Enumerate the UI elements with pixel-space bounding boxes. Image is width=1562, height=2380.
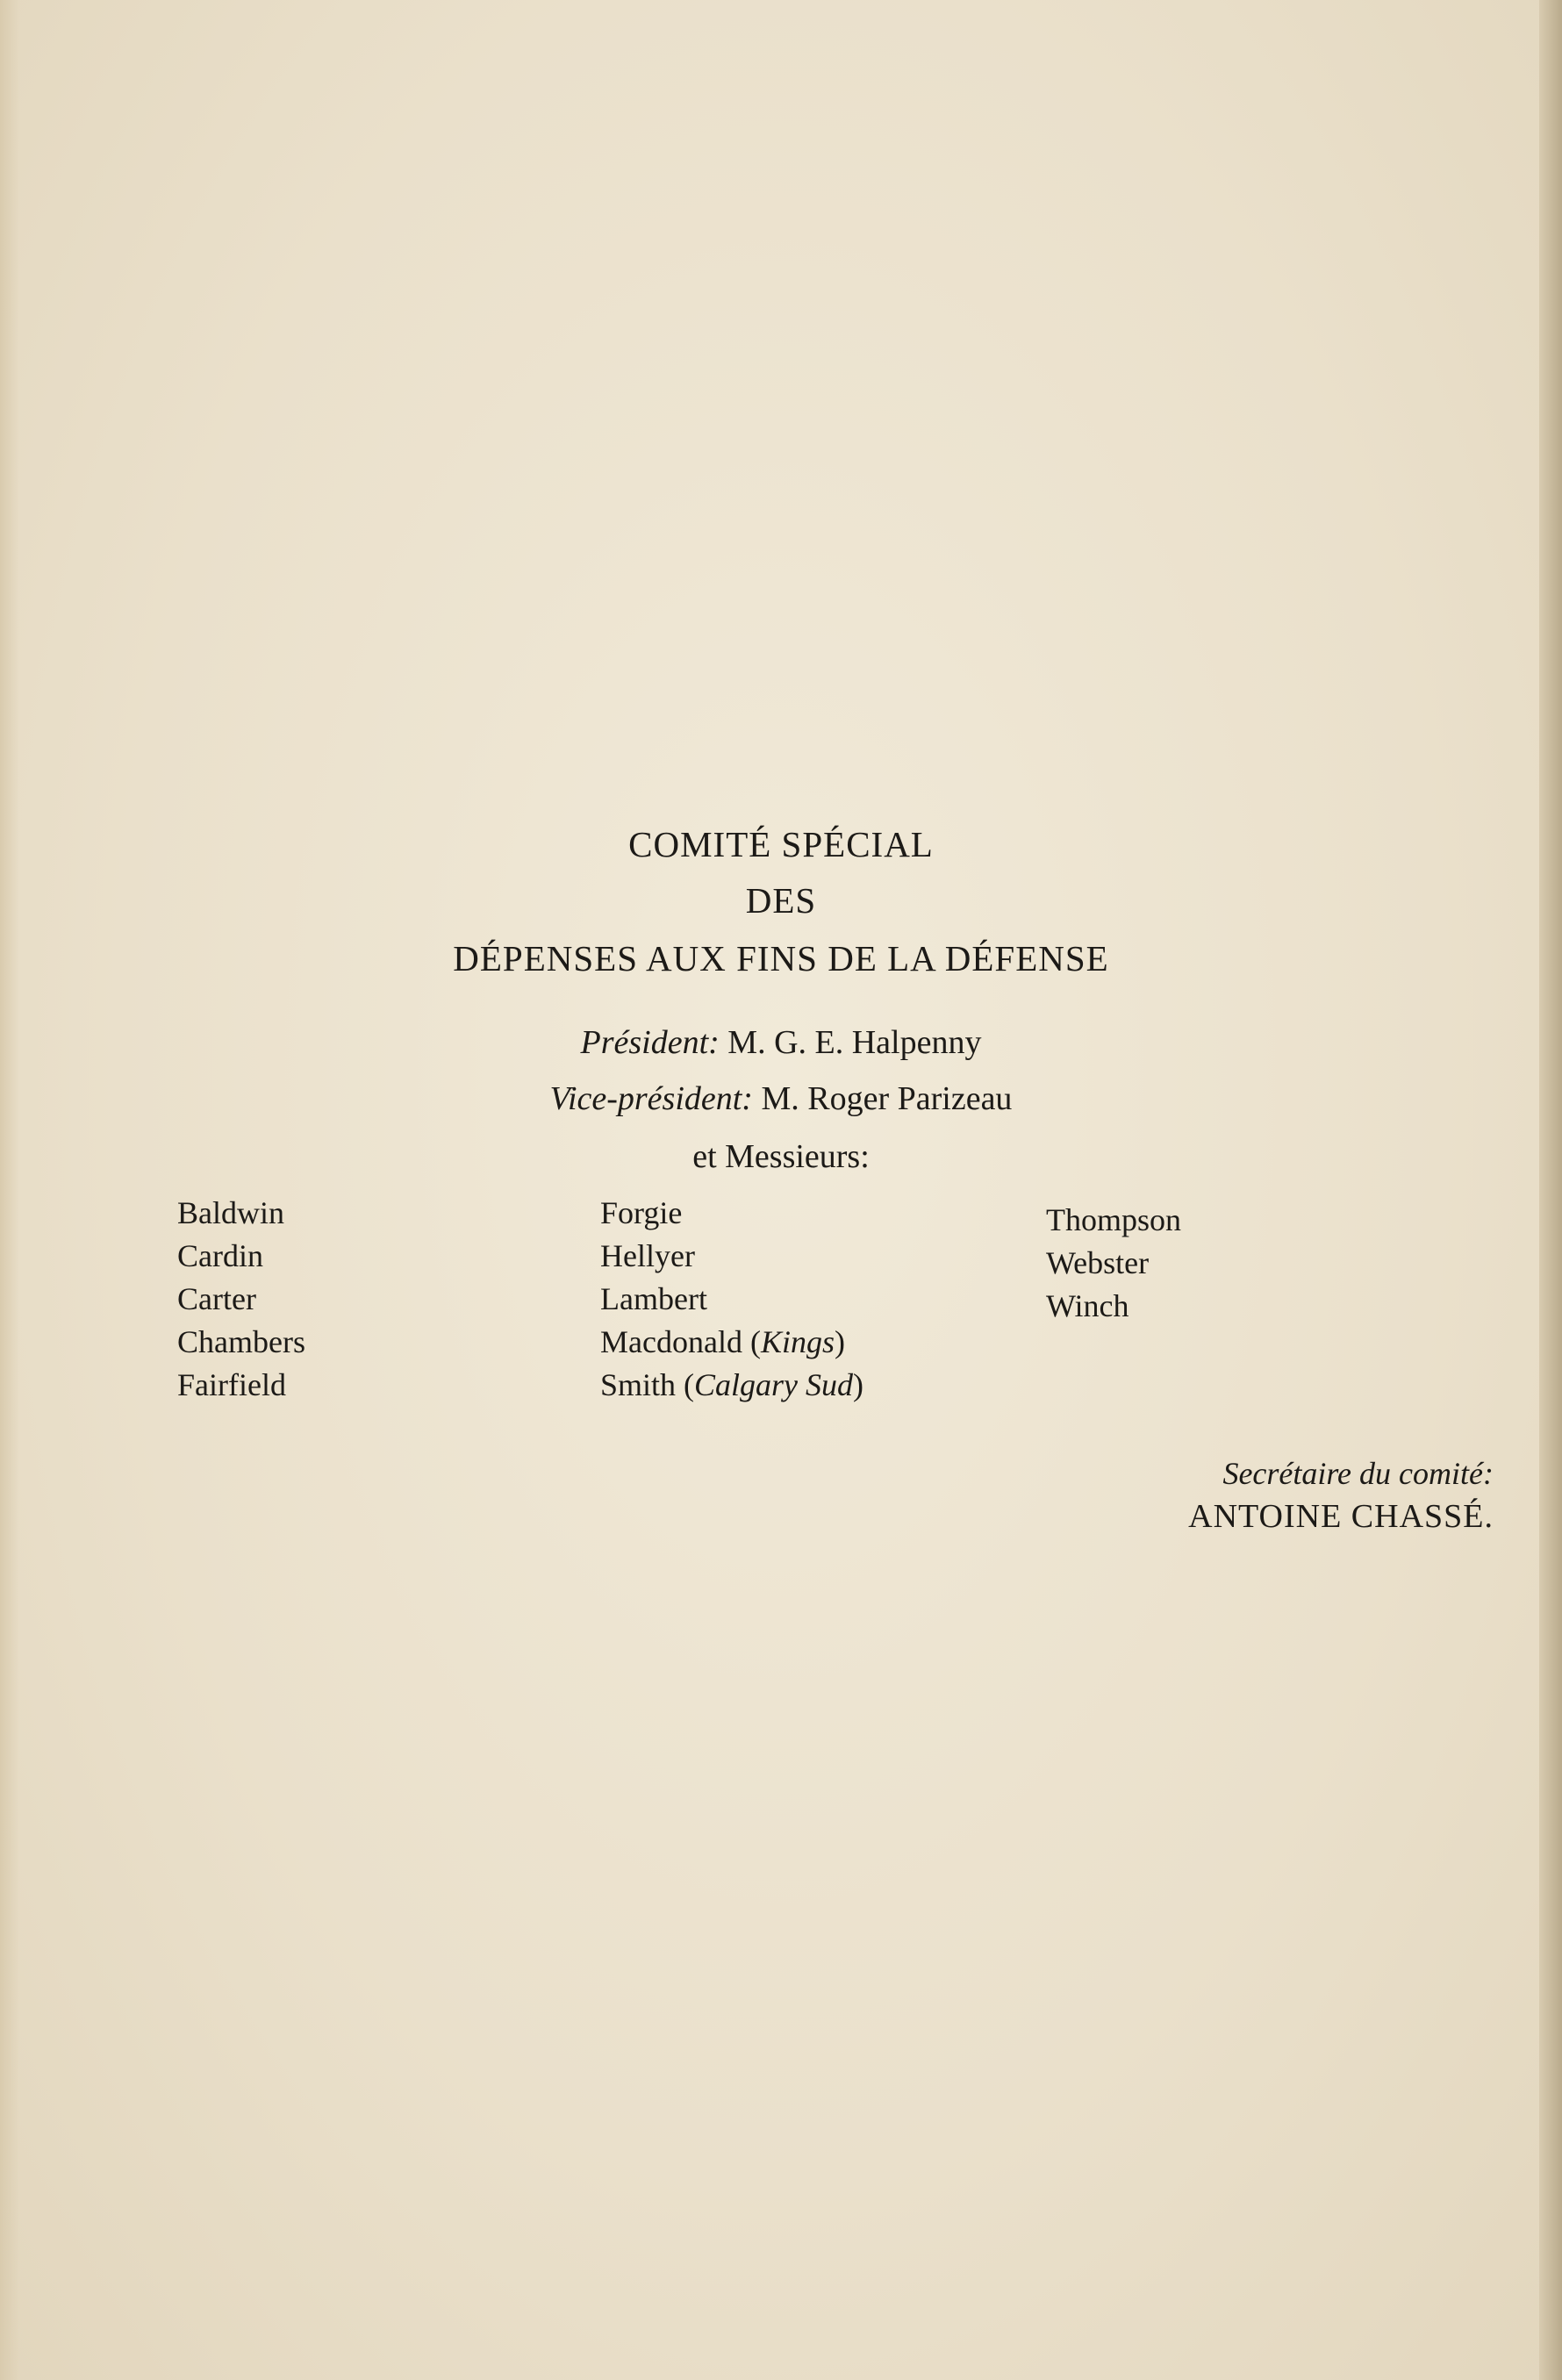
- vice-president-line: [0, 1079, 1562, 1118]
- members-column-1: [177, 1192, 305, 1407]
- members-column-3: [1046, 1199, 1181, 1328]
- president-name: M. G. E. Halpenny: [727, 1024, 982, 1061]
- member-name: Forgie: [600, 1195, 683, 1230]
- secretary-name: ANTOINE CHASSÉ.: [1188, 1498, 1494, 1535]
- member-entry: [600, 1321, 863, 1364]
- member-name: Chambers: [177, 1324, 305, 1359]
- member-name: Macdonald (: [600, 1324, 761, 1359]
- president-line: [0, 1023, 1562, 1062]
- member-name: Winch: [1046, 1288, 1129, 1323]
- member-name: Webster: [1046, 1245, 1150, 1280]
- member-name: Carter: [177, 1281, 256, 1316]
- member-riding-close: ): [853, 1367, 864, 1402]
- member-riding: Calgary Sud: [694, 1367, 854, 1402]
- secretary-label: Secrétaire du comité:: [1222, 1456, 1494, 1491]
- page-right-edge: [1539, 0, 1562, 2380]
- committee-title-line3: DÉPENSES AUX FINS DE LA DÉFENSE: [453, 938, 1109, 979]
- members-column-2: [600, 1192, 863, 1407]
- member-name: Lambert: [600, 1281, 707, 1316]
- vice-president-name: M. Roger Parizeau: [761, 1080, 1013, 1117]
- member-entry: [600, 1364, 863, 1407]
- members-intro: et Messieurs:: [692, 1138, 870, 1175]
- committee-title-line2: DES: [745, 880, 817, 921]
- member-name: Smith (: [600, 1367, 695, 1402]
- member-riding: Kings: [760, 1324, 835, 1359]
- president-label: Président:: [580, 1024, 720, 1061]
- member-name: Cardin: [177, 1238, 263, 1273]
- page-left-edge: [0, 0, 19, 2380]
- member-name: Baldwin: [177, 1195, 284, 1230]
- member-riding-close: ): [834, 1324, 845, 1359]
- member-name: Thompson: [1046, 1202, 1182, 1237]
- member-name: Hellyer: [600, 1238, 695, 1273]
- committee-title-line1: COMITÉ SPÉCIAL: [628, 824, 934, 864]
- vice-president-label: Vice-président:: [549, 1080, 753, 1117]
- member-name: Fairfield: [177, 1367, 286, 1402]
